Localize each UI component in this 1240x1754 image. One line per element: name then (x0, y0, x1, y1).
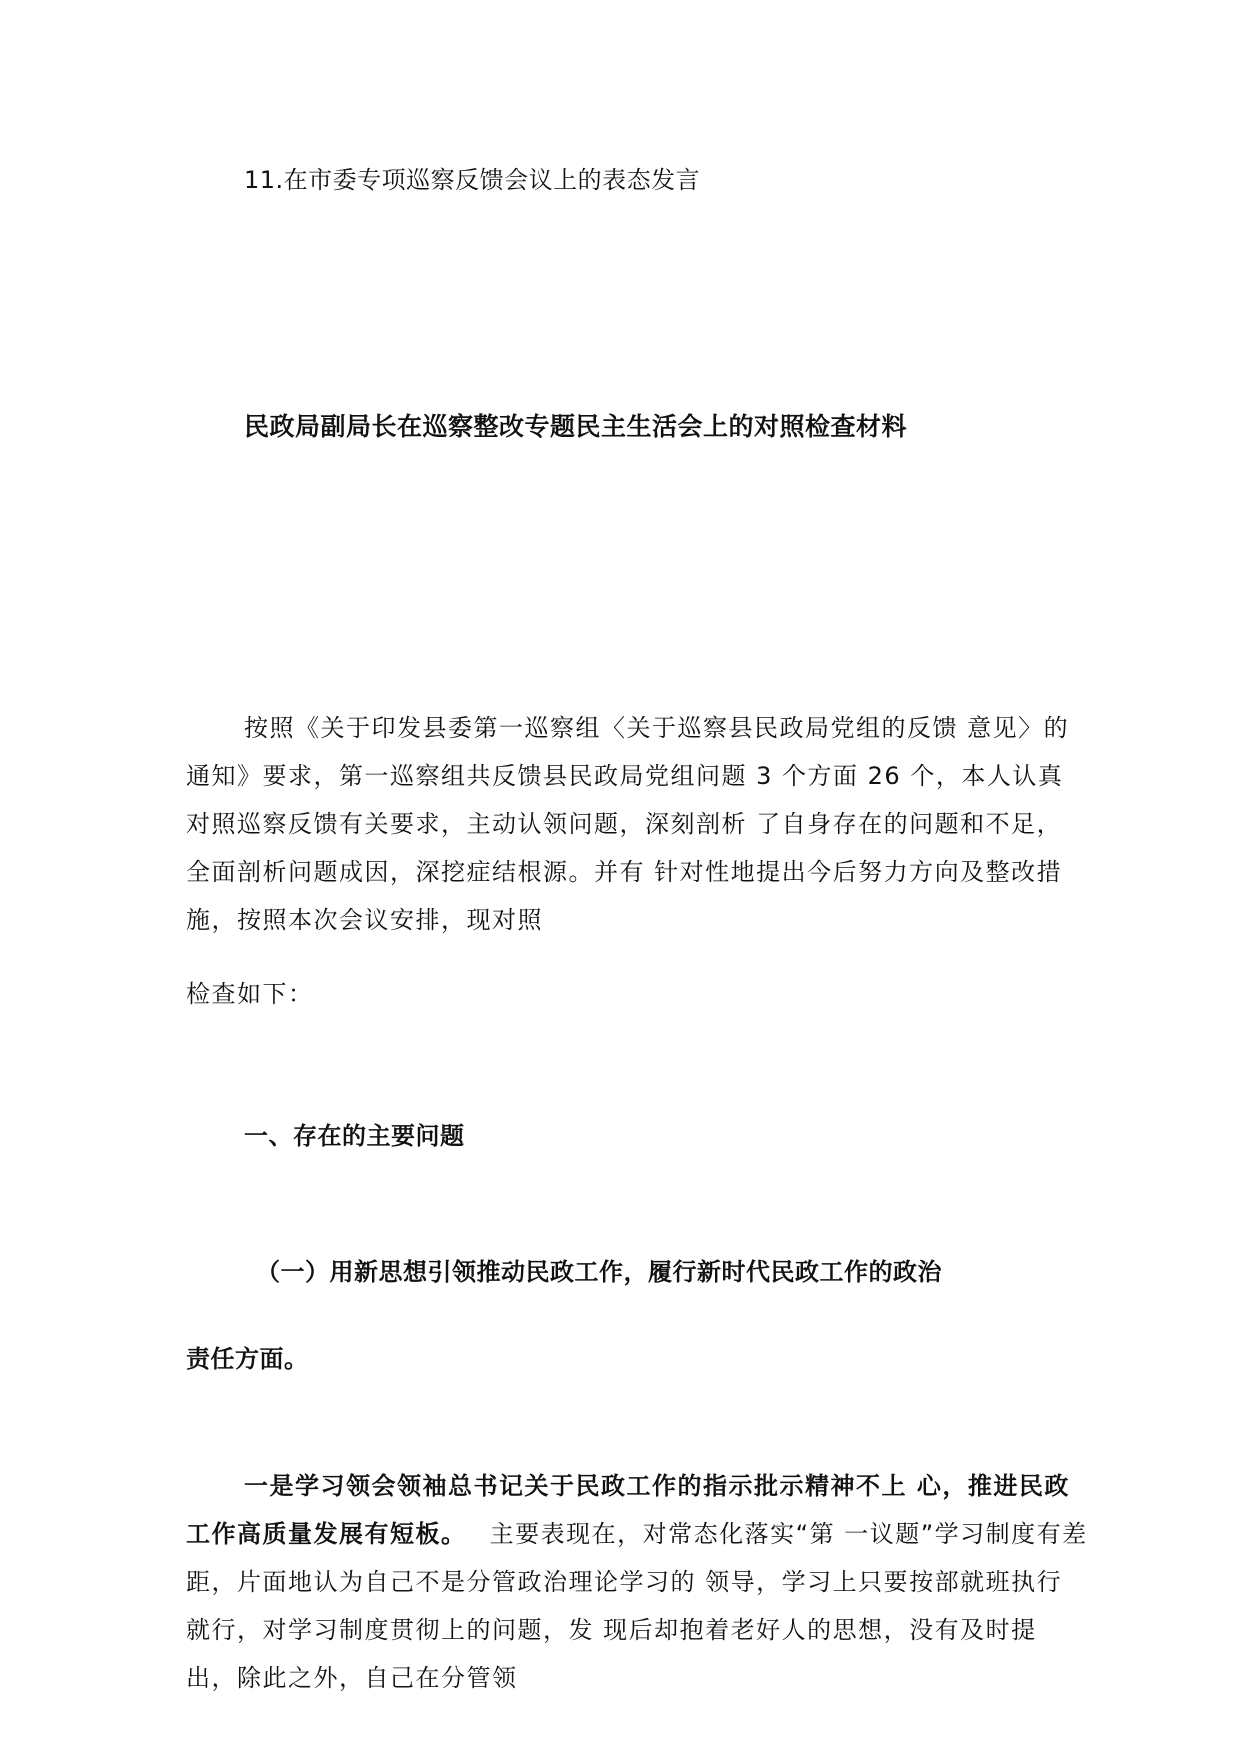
section-heading: 一、存在的主要问题 (244, 1122, 465, 1150)
point-one-line-2 (186, 1518, 1088, 1550)
point-one-line-5: 出，除此之外，自己在分管领 (186, 1664, 518, 1692)
point-one-line-2-rest: 主要表现在，对常态化落实“第 一议题”学习制度有差 (489, 1520, 1088, 1548)
intro-tail: 检查如下： (186, 980, 314, 1008)
item-heading (244, 164, 700, 196)
subsection-heading-line-2: 责任方面。 (186, 1345, 309, 1373)
document-title: 民政局副局长在巡察整改专题民主生活会上的对照检查材料 (244, 412, 908, 441)
intro-line-1: 按照《关于印发县委第一巡察组〈关于巡察县民政局党组的反馈 意见〉的 (244, 714, 1070, 742)
point-one-bold-lead: 工作高质量发展有短板。 (186, 1520, 467, 1548)
intro-line-3: 对照巡察反馈有关要求，主动认领问题，深刻剖析 了自身存在的问题和不足， (186, 810, 1063, 838)
intro-line-4: 全面剖析问题成因，深挖症结根源。并有 针对性地提出今后努力方向及整改措 (186, 858, 1063, 886)
item-heading-text: 11.在市委专项巡察反馈会议上的表态发言 (244, 166, 701, 194)
point-one-line-3: 距，片面地认为自己不是分管政治理论学习的 领导，学习上只要按部就班执行 (186, 1568, 1063, 1596)
subsection-heading-line-1: （一）用新思想引领推动民政工作，履行新时代民政工作的政治 (256, 1258, 942, 1286)
point-one-line-4: 就行，对学习制度贯彻上的问题，发 现后却抱着老好人的思想，没有及时提 (186, 1616, 1037, 1644)
intro-line-5: 施，按照本次会议安排，现对照 (186, 906, 543, 934)
intro-line-2: 通知》要求，第一巡察组共反馈县民政局党组问题 3 个方面 26 个，本人认真 (186, 762, 1064, 790)
point-one-bold-line-1: 一是学习领会领袖总书记关于民政工作的指示批示精神不上 心，推进民政 (244, 1472, 1070, 1500)
